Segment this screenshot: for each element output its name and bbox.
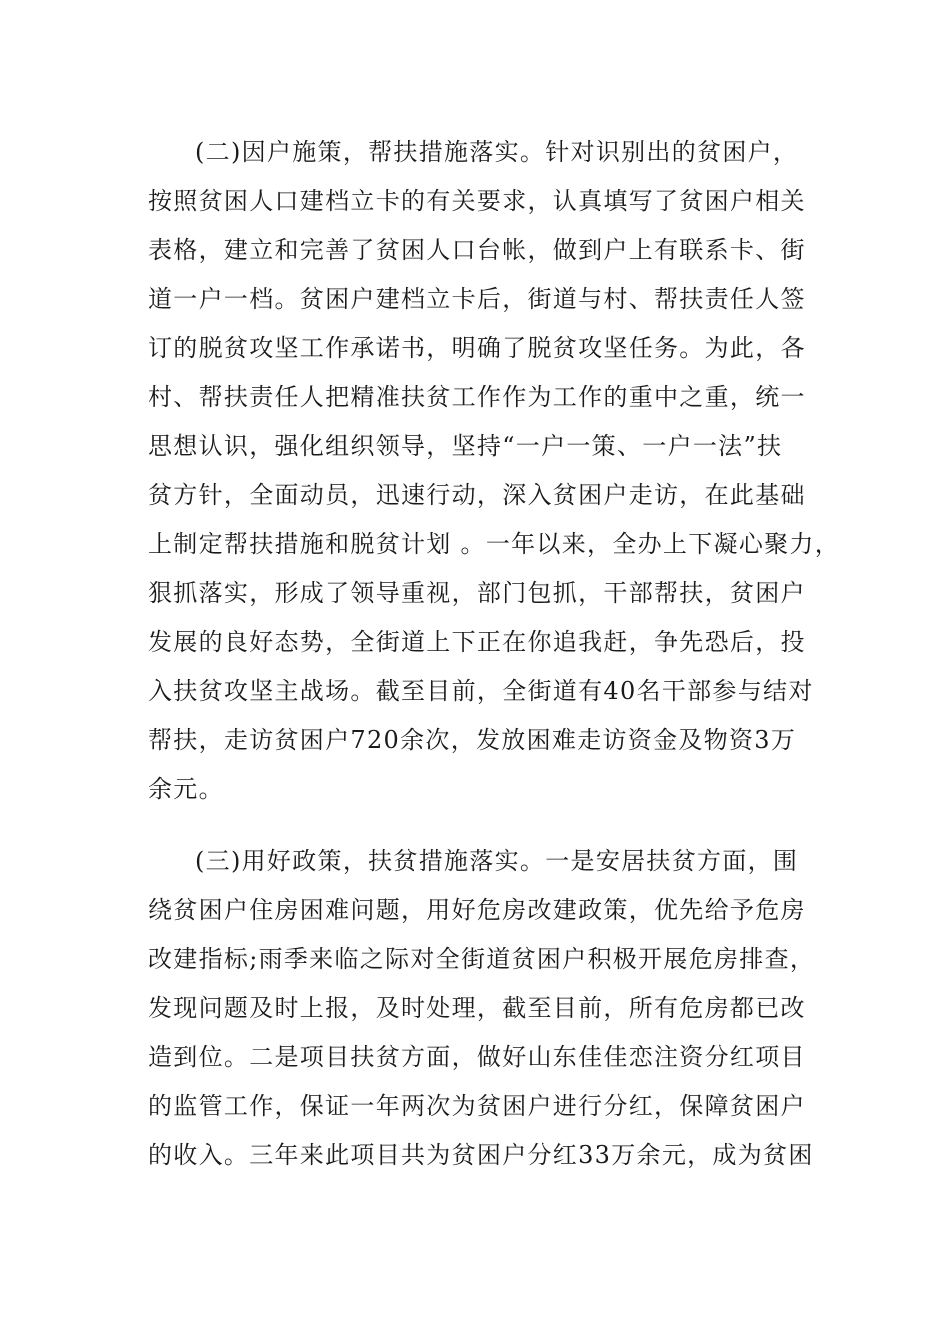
paragraph-2-line-2: 绕贫困户住房困难问题，用好危房改建政策，优先给予危房 (148, 896, 806, 924)
paragraph-1-line-3: 表格，建立和完善了贫困人口台帐，做到户上有联系卡、街 (148, 236, 806, 264)
paragraph-1-line-5: 订的脱贫攻坚工作承诺书，明确了脱贫攻坚任务。为此，各 (148, 334, 806, 362)
paragraph-1-line-13: 帮扶，走访贫困户720余次，发放困难走访资金及物资3万 (148, 726, 797, 754)
paragraph-1-line-7: 思想认识，强化组织领导，坚持“一户一策、一户一法”扶 (148, 432, 783, 460)
paragraph-2-line-5: 造到位。二是项目扶贫方面，做好山东佳佳恋注资分红项目 (148, 1043, 806, 1071)
paragraph-1-line-2: 按照贫困人口建档立卡的有关要求，认真填写了贫困户相关 (148, 187, 806, 215)
paragraph-1-line-11: 发展的良好态势，全街道上下正在你追我赶，争先恐后，投 (148, 628, 806, 656)
paragraph-2-line-1: (三)用好政策，扶贫措施落实。一是安居扶贫方面，围 (195, 847, 799, 875)
paragraph-2-line-7: 的收入。三年来此项目共为贫困户分红33万余元，成为贫困 (148, 1141, 814, 1169)
paragraph-1-line-1: (二)因户施策，帮扶措施落实。针对识别出的贫困户， (195, 138, 799, 166)
paragraph-2-line-4: 发现问题及时上报，及时处理，截至目前，所有危房都已改 (148, 994, 806, 1022)
paragraph-1-line-4: 道一户一档。贫困户建档立卡后，街道与村、帮扶责任人签 (148, 285, 806, 313)
paragraph-1-line-10: 狠抓落实，形成了领导重视，部门包抓，干部帮扶，贫困户 (148, 579, 806, 607)
paragraph-1-line-12: 入扶贫攻坚主战场。截至目前，全街道有40名干部参与结对 (148, 677, 814, 705)
paragraph-1-line-14: 余元。 (148, 775, 224, 803)
paragraph-1-line-9: 上制定帮扶措施和脱贫计划 。一年以来，全办上下凝心聚力， (148, 530, 841, 558)
paragraph-2-line-3: 改建指标;雨季来临之际对全街道贫困户积极开展危房排查， (148, 945, 816, 973)
paragraph-1-line-6: 村、帮扶责任人把精准扶贫工作作为工作的重中之重，统一 (148, 383, 806, 411)
paragraph-1-line-8: 贫方针，全面动员，迅速行动，深入贫困户走访，在此基础 (148, 481, 806, 509)
paragraph-2-line-6: 的监管工作，保证一年两次为贫困户进行分红，保障贫困户 (148, 1092, 806, 1120)
